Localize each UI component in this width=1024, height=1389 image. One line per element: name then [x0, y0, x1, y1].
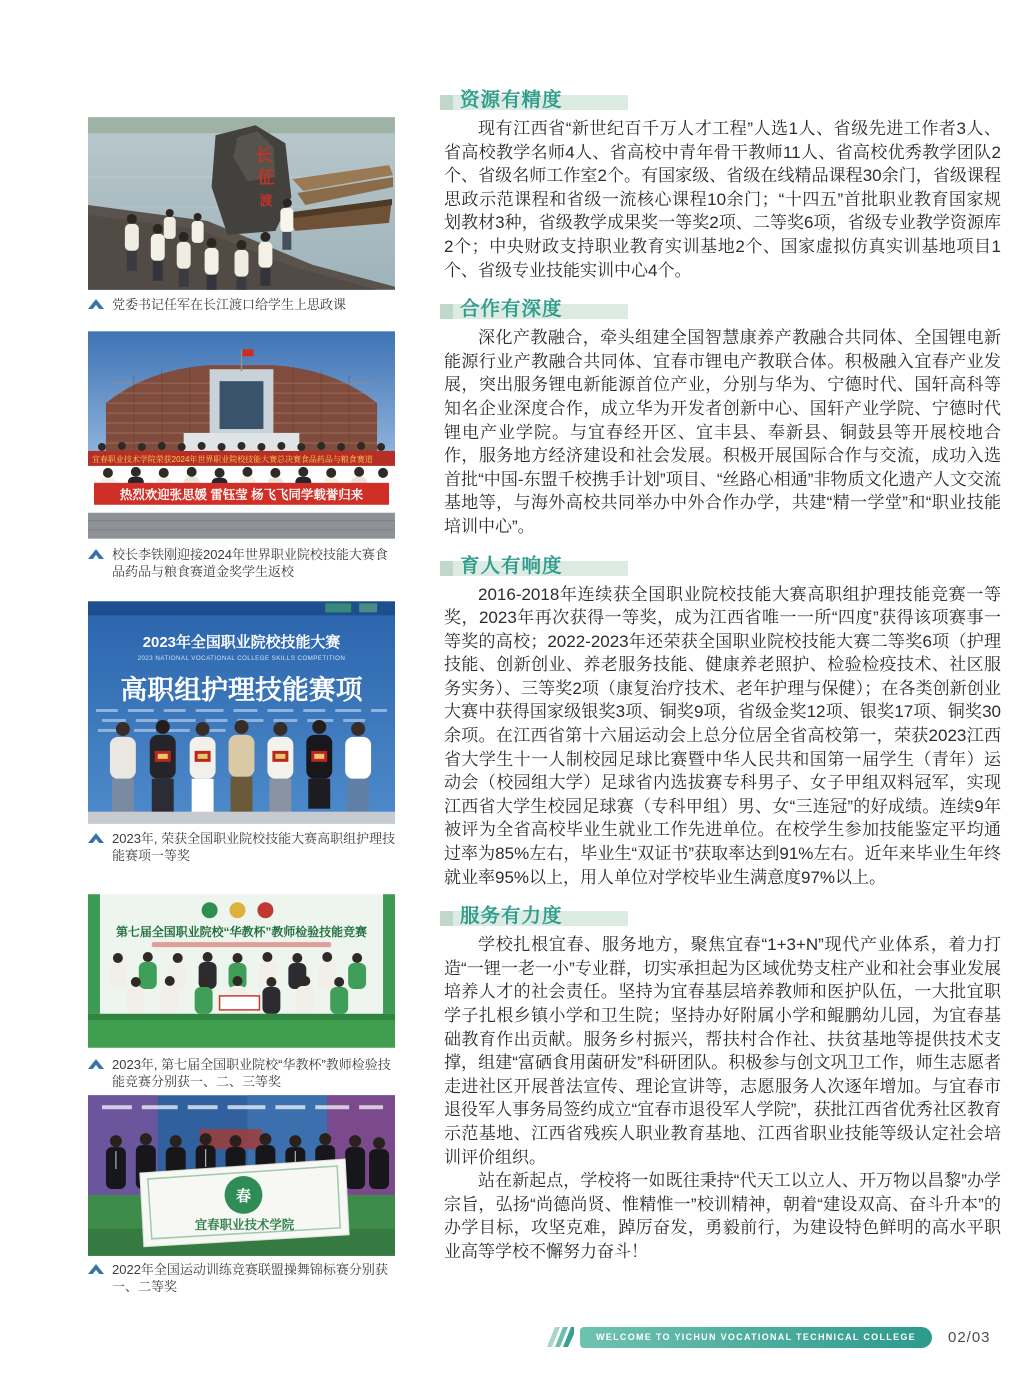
school-flag: [140, 1159, 349, 1247]
section-title-notch: [440, 304, 453, 319]
photo-campus-welcome: [88, 331, 395, 539]
caret-up-icon: [88, 832, 104, 845]
footer-banner: [580, 1327, 932, 1348]
caret-up-icon: [88, 1263, 104, 1276]
caret-up-icon: [88, 298, 104, 311]
page-number: 02/03: [947, 1328, 991, 1346]
rock-inscription-char1: 长: [255, 146, 273, 166]
caret-up-icon: [88, 1058, 104, 1071]
section-title-notch: [440, 911, 453, 926]
section-title: 资源有精度: [460, 89, 563, 111]
section-title: 合作有深度: [460, 298, 563, 321]
caption-text: 2022年全国运动训练竞赛联盟操舞锦标赛分别获一、二等奖: [112, 1262, 388, 1294]
competition-title-en: 2023 NATIONAL VOCATIONAL COLLEGE SKILLS COMPETITION: [137, 655, 346, 663]
dance-championship-illustration: [88, 1095, 395, 1256]
competition-title-cn: 2023年全国职业院校技能大赛: [142, 634, 341, 652]
section-service: [444, 900, 1001, 926]
campus-welcome-illustration: [88, 331, 395, 539]
article-column: [444, 84, 1001, 1264]
section-title-notch: [440, 561, 453, 576]
section-paragraph: 现有江西省“新世纪百千万人才工程”人选1人、省级先进工作者3人、省高校教学名师4人、省高校中青年骨干教师11人、省高校优秀教学团队2个、省级名师工作室2个。有国家级、省级在线精品课程30余门，省级课程思政示范课程和省级一流核心课程10余门；“十四五”首批职业教育国家规划教材3种，省级教学成果奖一等奖2项、二等奖6项，省级专业教学资源库2个；中央财政支持职业教育实训基地2个、国家虚拟仿真实训基地项目1个、省级专业技能实训中心4个。: [444, 119, 1001, 280]
river-lecture-illustration: [88, 117, 395, 290]
photo-caption: [88, 546, 400, 580]
section-paragraph: 学校扎根宜春、服务地方，聚焦宜春“1+3+N”现代产业体系，着力打造“一锂一老一小”专业群，切实承担起为区域优势支柱产业和社会事业发展培养人才的社会责任。坚持为宜春基层培养教师和医护队伍，一大批宜职学子扎根乡镇小学和卫生院；坚持办好附属小学和鲲鹏幼儿园，为宜春基础教育作出贡献。服务乡村振兴，帮扶村合作社、扶贫基地等提供技术支撑，组建“富硒食用菌研发”科研团队。积极参与创文巩卫工作，师生志愿者走进社区开展普法宣传、理论宣讲等，志愿服务人次逐年增加。与宜春市退役军人事务局签约成立“宜春市退役军人学院”，获批江西省优秀社区教育示范基地、江西省残疾人职业教育基地、江西省职业技能等级认定社会培训评价组织。: [444, 935, 1001, 1167]
photo-teacher-competition: [88, 894, 395, 1048]
teacher-competition-title: 第七届全国职业院校“华教杯”教师检验技能竞赛: [115, 925, 368, 940]
section-education: [444, 550, 1001, 576]
slashes-icon: [546, 1326, 574, 1348]
photo-caption: [88, 296, 400, 313]
section-cooperation: [444, 293, 1001, 319]
competition-big-title: 高职组护理技能赛项: [120, 675, 363, 706]
flag-school-name: 宜春职业技术学院: [194, 1217, 295, 1232]
photo-caption: [88, 1056, 400, 1090]
photo-dance-championship: [88, 1095, 395, 1256]
photo-caption: [88, 1261, 400, 1295]
crowd-back-row: [98, 442, 385, 451]
subtitle-bar: [152, 942, 331, 947]
teacher-competition-illustration: [88, 894, 395, 1048]
photo-skills-competition-award: [88, 601, 395, 824]
section-title: 服务有力度: [460, 905, 563, 928]
page-footer: [546, 1326, 991, 1348]
rock-inscription-char2: 征: [257, 168, 275, 188]
welcome-banner-main-text: 热烈欢迎张思媛 雷钰莹 杨飞飞同学载誉归来: [119, 487, 364, 502]
skills-competition-illustration: [88, 601, 395, 824]
section-title: 育人有响度: [460, 554, 563, 577]
rock-inscription-char3: 渡: [259, 192, 273, 208]
section-title-notch: [440, 95, 453, 110]
section-resources: [444, 84, 1001, 110]
caret-up-icon: [88, 548, 104, 561]
caption-text: 2023年, 第七届全国职业院校“华教杯”教师检验技能竞赛分别获一、二、三等奖: [112, 1057, 391, 1089]
caption-text: 党委书记任军在长江渡口给学生上思政课: [112, 297, 347, 312]
section-paragraph: 站在新起点，学校将一如既往秉持“代天工以立人、开万物以昌黎”办学宗旨，弘扬“尚德尚贤、惟精惟一”校训精神，朝着“建设双高、奋斗升本”的办学目标，攻坚克难，踔厉奋发，勇毅前行，为建设特色鲜明的高水平职业高等学校不懈努力奋斗！: [444, 1171, 1001, 1261]
photo-caption: [88, 830, 400, 864]
section-paragraph: 2016-2018年连续获全国职业院校技能大赛高职组护理技能竞赛一等奖，2023年再次获得一等奖，成为江西省唯一一所“四度”获得该项赛事一等奖的高校；2022-2023年还荣获全国职业院校技能大赛二等奖6项（护理技能、创新创业、养老服务技能、健康养老照护、检验检疫技术、社区服务实务）、三等奖2项（康复治疗技术、老年护理与保健）；在各类创新创业大赛中获得国家级银奖3项、铜奖9项，省级金奖12项、银奖17项、铜奖30余项。在江西省第十六届运动会上总分位居全省高校第一，荣获2023江西省大学生十一人制校园足球比赛暨中华人民共和国第一届学生（青年）运动会（校园组大学）足球省内选拔赛专科男子、女子甲组双料冠军，实现江西省大学生校园足球赛（专科甲组）男、女“三连冠”的好成绩。连续9年被评为全省高校毕业生就业工作先进单位。在校学生参加技能鉴定平均通过率为85%左右，毕业生“双证书”获取率达到91%左右。近年来毕业生年终就业率95%以上，用人单位对学校毕业生满意度97%以上。: [444, 584, 1001, 887]
photo-river-lecture: [88, 117, 395, 290]
flag-emblem-text: 春: [236, 1187, 251, 1205]
caption-text: 2023年, 荣获全国职业院校技能大赛高职组护理技能赛项一等奖: [112, 831, 396, 863]
caption-text: 校长李铁刚迎接2024年世界职业院校技能大赛食品药品与粮食赛道金奖学生返校: [112, 547, 388, 579]
footer-welcome-text: WELCOME TO YICHUN VOCATIONAL TECHNICAL COLLEGE: [596, 1332, 916, 1342]
section-paragraph: 深化产教融合，牵头组建全国智慧康养产教融合共同体、全国锂电新能源行业产教融合共同体、宜春市锂电产教联合体。积极融入宜春产业发展，突出服务锂电新能源首位产业，分别与华为、宁德时代、国轩高科等知名企业深度合作，成立华为开发者创新中心、国轩产业学院、宁德时代锂电产业学院。与宜春经开区、宜丰县、奉新县、铜鼓县等开展校地合作，服务地方经济建设和社会发展。积极开展国际合作与交流，成功入选首批“中国-东盟千校携手计划”项目、“丝路心相通”非物质文化遗产人文交流基地等，与海外高校共同举办中外合作办学，共建“精一学堂”和“职业技能培训中心”。: [444, 328, 1001, 536]
welcome-banner-top-text: 宜春职业技术学院荣获2024年世界职业院校技能大赛总决赛食品药品与粮食赛道: [91, 454, 373, 464]
